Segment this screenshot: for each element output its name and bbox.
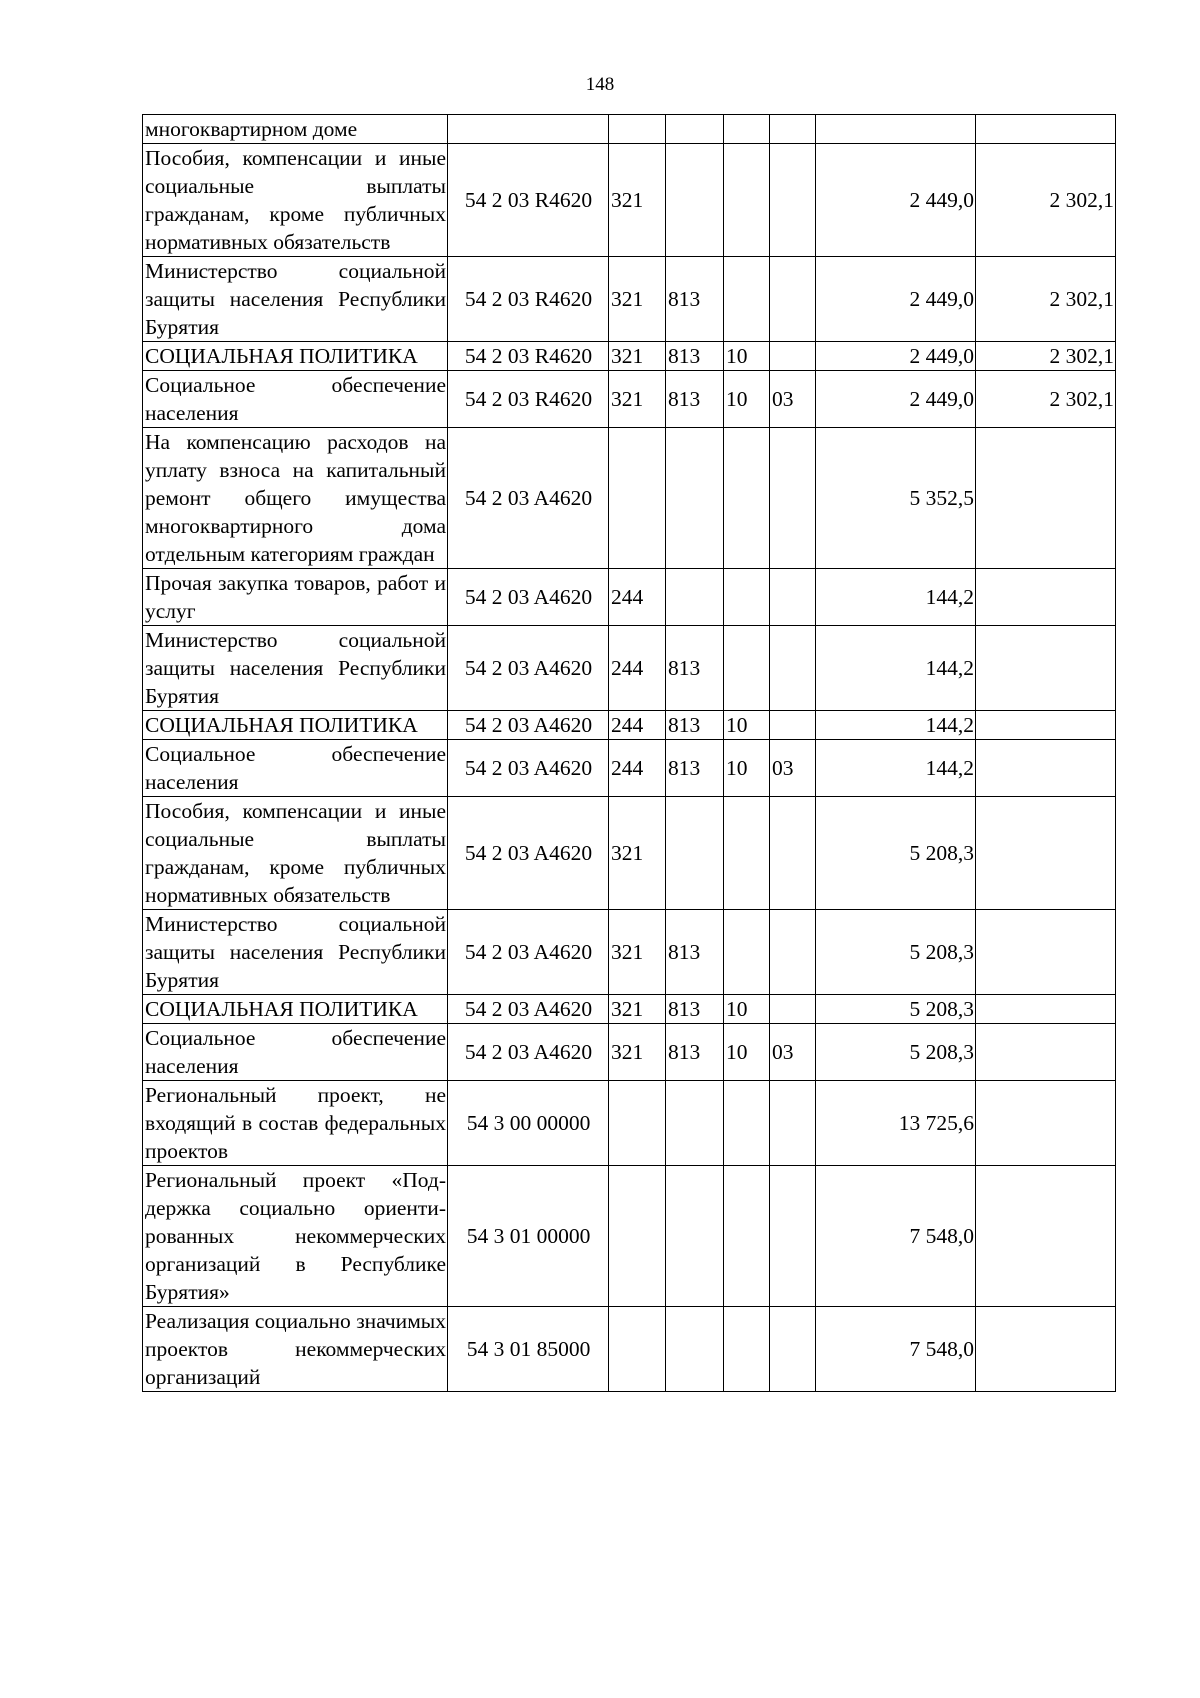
expense-type-code-cell: 321 (609, 995, 666, 1024)
section-code-cell (724, 115, 770, 144)
table-row (143, 740, 1116, 797)
row-name-cell: Пособия, компенсации и иные социальные выплаты гражданам, кроме публичных нормативных обязательств (143, 144, 448, 257)
amount-2-cell (976, 1307, 1116, 1392)
subsection-code-cell (770, 257, 816, 342)
table-row (143, 257, 1116, 342)
amount-1-cell: 13 725,6 (816, 1081, 976, 1166)
amount-1-cell: 2 449,0 (816, 144, 976, 257)
section-code-cell: 10 (724, 995, 770, 1024)
section-code-cell (724, 144, 770, 257)
ministry-code-cell: 813 (666, 342, 724, 371)
ministry-code-cell (666, 115, 724, 144)
target-article-code-cell: 54 2 03 A4620 (448, 428, 609, 569)
amount-2-cell: 2 302,1 (976, 144, 1116, 257)
row-name-cell: Министерство социальной защиты населения Республики Бурятия (143, 910, 448, 995)
subsection-code-cell (770, 1166, 816, 1307)
amount-1-cell: 144,2 (816, 711, 976, 740)
subsection-code-cell (770, 428, 816, 569)
subsection-code-cell (770, 626, 816, 711)
amount-2-cell (976, 910, 1116, 995)
expense-type-code-cell (609, 428, 666, 569)
target-article-code-cell: 54 2 03 R4620 (448, 371, 609, 428)
table-row (143, 1024, 1116, 1081)
expense-type-code-cell: 244 (609, 569, 666, 626)
subsection-code-cell (770, 342, 816, 371)
table-row (143, 428, 1116, 569)
row-name-cell: Социальное обеспечение населения (143, 1024, 448, 1081)
ministry-code-cell: 813 (666, 910, 724, 995)
row-name-cell: Региональный проект «Поддержка социально ориентированных некоммерческих организаций в Республике Бурятия» (143, 1166, 448, 1307)
expense-type-code-cell: 321 (609, 1024, 666, 1081)
table-row (143, 1307, 1116, 1392)
ministry-code-cell: 813 (666, 257, 724, 342)
ministry-code-cell (666, 1081, 724, 1166)
section-code-cell: 10 (724, 371, 770, 428)
amount-1-cell (816, 115, 976, 144)
section-code-cell (724, 910, 770, 995)
budget-table (142, 114, 1116, 1392)
subsection-code-cell (770, 1081, 816, 1166)
expense-type-code-cell (609, 1307, 666, 1392)
row-name-cell: Пособия, компенсации и иные социальные выплаты гражданам, кроме публичных нормативных обязательств (143, 797, 448, 910)
amount-2-cell: 2 302,1 (976, 257, 1116, 342)
subsection-code-cell (770, 144, 816, 257)
ministry-code-cell (666, 144, 724, 257)
amount-1-cell: 7 548,0 (816, 1307, 976, 1392)
ministry-code-cell (666, 569, 724, 626)
subsection-code-cell (770, 995, 816, 1024)
section-code-cell: 10 (724, 1024, 770, 1081)
expense-type-code-cell (609, 1081, 666, 1166)
section-code-cell: 10 (724, 342, 770, 371)
target-article-code-cell: 54 2 03 R4620 (448, 257, 609, 342)
amount-1-cell: 144,2 (816, 626, 976, 711)
row-name-cell: СОЦИАЛЬНАЯ ПОЛИТИКА (143, 711, 448, 740)
expense-type-code-cell: 321 (609, 910, 666, 995)
ministry-code-cell: 813 (666, 995, 724, 1024)
section-code-cell (724, 1166, 770, 1307)
target-article-code-cell: 54 3 01 00000 (448, 1166, 609, 1307)
target-article-code-cell: 54 2 03 A4620 (448, 569, 609, 626)
amount-2-cell (976, 569, 1116, 626)
amount-2-cell (976, 115, 1116, 144)
amount-2-cell (976, 626, 1116, 711)
amount-1-cell: 5 208,3 (816, 1024, 976, 1081)
amount-2-cell (976, 1024, 1116, 1081)
ministry-code-cell: 813 (666, 740, 724, 797)
expense-type-code-cell: 321 (609, 257, 666, 342)
row-name-cell: Реализация социально значимых проектов некоммерческих организаций (143, 1307, 448, 1392)
amount-1-cell: 5 208,3 (816, 910, 976, 995)
subsection-code-cell: 03 (770, 1024, 816, 1081)
expense-type-code-cell (609, 115, 666, 144)
amount-2-cell (976, 740, 1116, 797)
row-name-cell: Региональный проект, не входящий в состав федеральных проектов (143, 1081, 448, 1166)
table-row (143, 626, 1116, 711)
target-article-code-cell: 54 2 03 A4620 (448, 910, 609, 995)
section-code-cell (724, 428, 770, 569)
row-name-cell: Социальное обеспечение населения (143, 740, 448, 797)
row-name-cell: Социальное обеспечение населения (143, 371, 448, 428)
row-name-cell: СОЦИАЛЬНАЯ ПОЛИТИКА (143, 995, 448, 1024)
subsection-code-cell (770, 797, 816, 910)
amount-1-cell: 7 548,0 (816, 1166, 976, 1307)
amount-2-cell (976, 1166, 1116, 1307)
table-body (143, 115, 1116, 1392)
table-row (143, 1081, 1116, 1166)
table-row (143, 371, 1116, 428)
target-article-code-cell: 54 2 03 R4620 (448, 144, 609, 257)
section-code-cell (724, 569, 770, 626)
subsection-code-cell: 03 (770, 740, 816, 797)
row-name-cell: СОЦИАЛЬНАЯ ПОЛИТИКА (143, 342, 448, 371)
target-article-code-cell: 54 2 03 A4620 (448, 711, 609, 740)
table-row (143, 995, 1116, 1024)
section-code-cell (724, 1307, 770, 1392)
amount-1-cell: 5 352,5 (816, 428, 976, 569)
amount-2-cell (976, 1081, 1116, 1166)
row-name-cell: На компенсацию расходов на уплату взноса на капитальный ремонт общего имущества многоквартирного дома отдельным категориям граждан (143, 428, 448, 569)
section-code-cell (724, 257, 770, 342)
target-article-code-cell: 54 2 03 A4620 (448, 995, 609, 1024)
ministry-code-cell (666, 1166, 724, 1307)
section-code-cell (724, 626, 770, 711)
ministry-code-cell: 813 (666, 711, 724, 740)
amount-2-cell: 2 302,1 (976, 342, 1116, 371)
row-name-cell: Министерство социальной защиты населения Республики Бурятия (143, 257, 448, 342)
amount-2-cell (976, 797, 1116, 910)
table-row (143, 910, 1116, 995)
subsection-code-cell (770, 910, 816, 995)
subsection-code-cell (770, 569, 816, 626)
section-code-cell: 10 (724, 711, 770, 740)
amount-2-cell (976, 428, 1116, 569)
subsection-code-cell (770, 711, 816, 740)
target-article-code-cell: 54 3 01 85000 (448, 1307, 609, 1392)
target-article-code-cell: 54 2 03 A4620 (448, 626, 609, 711)
ministry-code-cell (666, 1307, 724, 1392)
amount-1-cell: 5 208,3 (816, 797, 976, 910)
amount-1-cell: 144,2 (816, 740, 976, 797)
amount-1-cell: 2 449,0 (816, 257, 976, 342)
expense-type-code-cell: 244 (609, 740, 666, 797)
target-article-code-cell: 54 2 03 A4620 (448, 1024, 609, 1081)
target-article-code-cell: 54 2 03 R4620 (448, 342, 609, 371)
expense-type-code-cell: 321 (609, 342, 666, 371)
amount-1-cell: 144,2 (816, 569, 976, 626)
row-name-cell: Министерство социальной защиты населения Республики Бурятия (143, 626, 448, 711)
target-article-code-cell: 54 3 00 00000 (448, 1081, 609, 1166)
ministry-code-cell (666, 428, 724, 569)
amount-1-cell: 2 449,0 (816, 342, 976, 371)
target-article-code-cell: 54 2 03 A4620 (448, 797, 609, 910)
table-row (143, 1166, 1116, 1307)
amount-1-cell: 2 449,0 (816, 371, 976, 428)
subsection-code-cell (770, 1307, 816, 1392)
table-row (143, 797, 1116, 910)
amount-2-cell (976, 711, 1116, 740)
expense-type-code-cell: 321 (609, 797, 666, 910)
table-row (143, 569, 1116, 626)
section-code-cell (724, 1081, 770, 1166)
amount-2-cell (976, 995, 1116, 1024)
table-row (143, 115, 1116, 144)
amount-2-cell: 2 302,1 (976, 371, 1116, 428)
expense-type-code-cell: 321 (609, 371, 666, 428)
expense-type-code-cell (609, 1166, 666, 1307)
target-article-code-cell (448, 115, 609, 144)
ministry-code-cell: 813 (666, 371, 724, 428)
expense-type-code-cell: 321 (609, 144, 666, 257)
table-row (143, 342, 1116, 371)
expense-type-code-cell: 244 (609, 626, 666, 711)
section-code-cell: 10 (724, 740, 770, 797)
section-code-cell (724, 797, 770, 910)
row-name-cell: Прочая закупка товаров, работ и услуг (143, 569, 448, 626)
expense-type-code-cell: 244 (609, 711, 666, 740)
row-name-cell: многоквартирном доме (143, 115, 448, 144)
table-row (143, 711, 1116, 740)
ministry-code-cell (666, 797, 724, 910)
table-row (143, 144, 1116, 257)
ministry-code-cell: 813 (666, 626, 724, 711)
amount-1-cell: 5 208,3 (816, 995, 976, 1024)
page-number: 148 (585, 74, 615, 95)
subsection-code-cell: 03 (770, 371, 816, 428)
subsection-code-cell (770, 115, 816, 144)
ministry-code-cell: 813 (666, 1024, 724, 1081)
target-article-code-cell: 54 2 03 A4620 (448, 740, 609, 797)
